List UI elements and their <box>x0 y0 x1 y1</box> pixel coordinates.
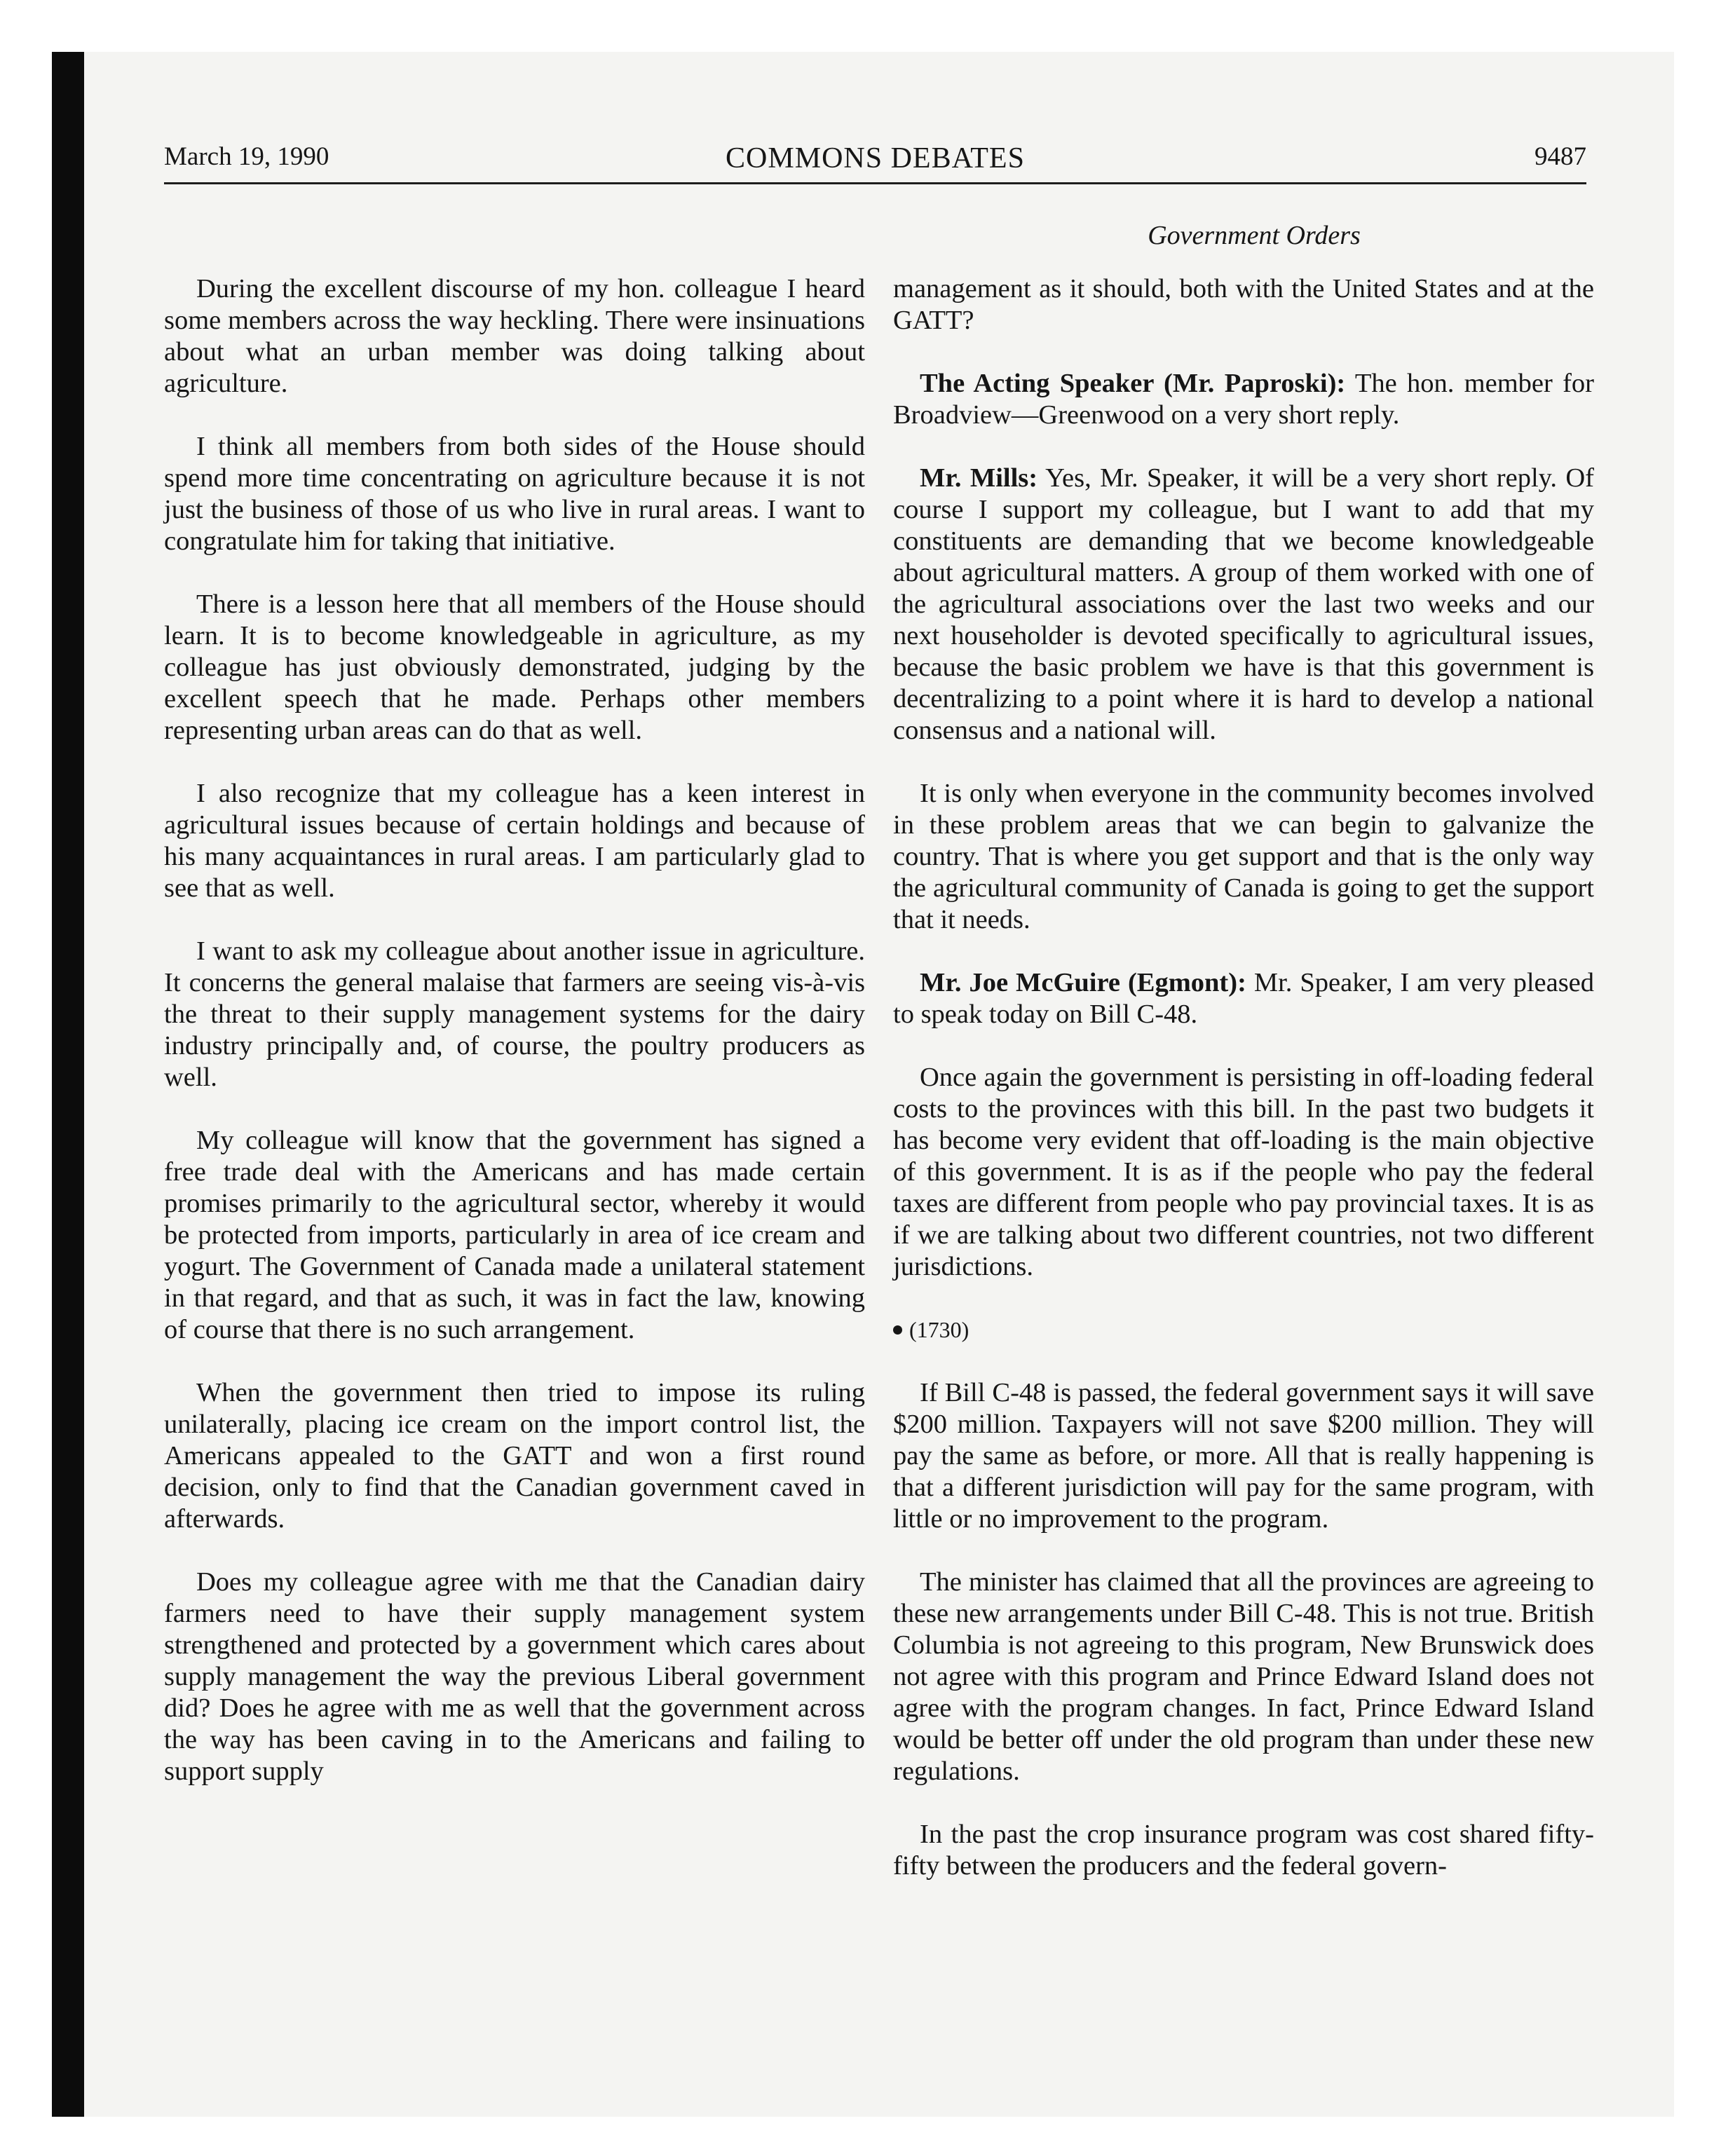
running-header <box>164 142 1586 184</box>
right-column <box>893 273 1594 1913</box>
paragraph: Once again the government is persisting in off-loading federal costs to the provinces with this bill. In the past two budgets it has become very evident that off-loading is the main objective of this government. It is as if the people who pay the federal taxes are different from people who pay provincial taxes. It is as if we are talking about two different countries, not two different jurisdictions. <box>893 1063 1594 1281</box>
page-number: 9487 <box>1535 142 1586 171</box>
paragraph: During the excellent discourse of my hon. colleague I heard some members across the way heckling. There were insinuations about what an urban member was doing talking about agriculture. <box>164 274 865 398</box>
speech-text: The hon. member for Broadview—Greenwood on a very short reply. <box>893 369 1595 430</box>
speaker-name: The Acting Speaker (Mr. Paproski): <box>920 369 1346 398</box>
bullet-icon <box>893 1325 902 1335</box>
speech-text: Mr. Speaker, I am very pleased to speak today on Bill C-48. <box>893 968 1595 1029</box>
speech-mills <box>893 463 1594 746</box>
scanned-page <box>52 52 1674 2117</box>
paragraph: I also recognize that my colleague has a keen interest in agricultural issues because of certain holdings and because of his many acquaintances in rural areas. I am particularly glad to see that as well. <box>164 779 865 903</box>
speech-text: Yes, Mr. Speaker, it will be a very short reply. Of course I support my colleague, but I want to add that my constituents are demanding that we become knowledgeable about agricultural matters. A group of them worked with one of the agricultural associations over the last two weeks and our next householder is devoted specifically to agricultural issues, because the basic problem we have is that this government is decentralizing to a point where it is hard to develop a national consensus and a national will. <box>893 463 1595 745</box>
speaker-name: Mr. Mills: <box>920 463 1038 493</box>
paragraph: My colleague will know that the government has signed a free trade deal with the Americans and has made certain promises primarily to the agricultural sector, whereby it would be protected from imports, particularly in area of ice cream and yogurt. The Government of Canada made a unilateral statement in that regard, and that as such, it was in fact the law, knowing of course that there is no such arrangement. <box>164 1126 865 1344</box>
section-heading: Government Orders <box>1148 221 1361 250</box>
paragraph: In the past the crop insurance program was cost shared fifty-fifty between the producers and the federal govern- <box>893 1820 1594 1881</box>
speech-acting-speaker <box>893 368 1594 431</box>
paragraph: The minister has claimed that all the provinces are agreeing to these new arrangements under Bill C-48. This is not true. British Columbia is not agreeing to this program, New Brunswick does not agree with this program and Prince Edward Island does not agree with the program changes. In fact, Prince Edward Island would be better off under the old program than under these new regulations. <box>893 1567 1594 1786</box>
page-binding-shadow <box>52 52 84 2117</box>
continuation-paragraph: management as it should, both with the United States and at the GATT? <box>893 274 1594 335</box>
paragraph: If Bill C-48 is passed, the federal government says it will save $200 million. Taxpayers will not save $200 million. They will pay the same as before, or more. All that is really happening is that a different jurisdiction will pay for the same program, with little or no improvement to the program. <box>893 1378 1594 1534</box>
header-title: COMMONS DEBATES <box>726 142 1025 175</box>
time-marker-text: (1730) <box>909 1317 969 1342</box>
paragraph: When the government then tried to impose its ruling unilaterally, placing ice cream on the import control list, the Americans appealed to the GATT and won a first round decision, only to find that the Canadian government caved in afterwards. <box>164 1378 865 1534</box>
header-date: March 19, 1990 <box>164 142 329 171</box>
header-rule <box>164 182 1586 184</box>
time-marker <box>893 1314 1594 1346</box>
paragraph: I want to ask my colleague about another issue in agriculture. It concerns the general malaise that farmers are seeing vis-à-vis the threat to their supply management systems for the dairy industry principally and, of course, the poultry producers as well. <box>164 936 865 1092</box>
paragraph: There is a lesson here that all members of the House should learn. It is to become knowledgeable in agriculture, as my colleague has just obviously demonstrated, judging by the excellent speech that he made. Perhaps other members representing urban areas can do that as well. <box>164 589 865 745</box>
left-column <box>164 273 865 1819</box>
speech-mcguire <box>893 967 1594 1030</box>
paragraph: Does my colleague agree with me that the Canadian dairy farmers need to have their supply management system strengthened and protected by a government which cares about supply management the way the previous Liberal government did? Does he agree with me as well that the government across the way has been caving in to the Americans and failing to support supply <box>164 1567 865 1786</box>
paragraph: It is only when everyone in the community becomes involved in these problem areas that we can begin to galvanize the country. That is where you get support and that is the only way the agricultural community of Canada is going to get the support that it needs. <box>893 779 1594 934</box>
paragraph: I think all members from both sides of the House should spend more time concentrating on agriculture because it is not just the business of those of us who live in rural areas. I want to congratulate him for taking that initiative. <box>164 432 865 556</box>
speaker-name: Mr. Joe McGuire (Egmont): <box>920 968 1246 997</box>
